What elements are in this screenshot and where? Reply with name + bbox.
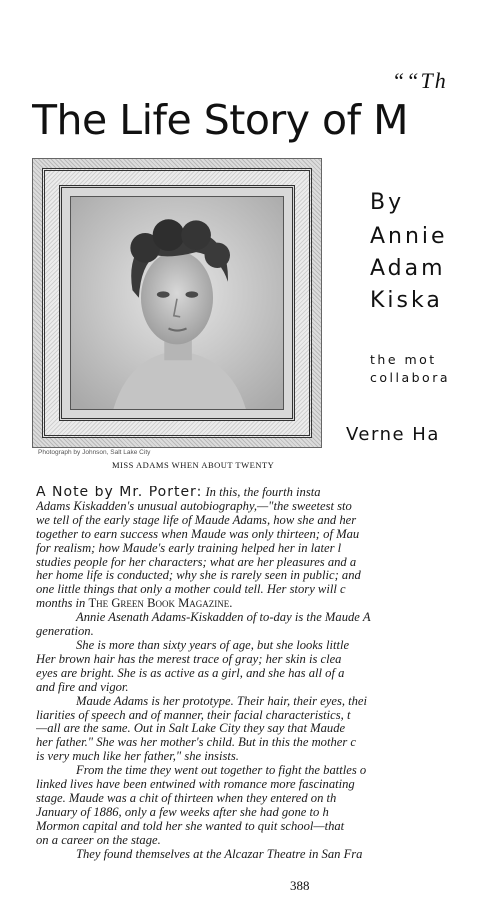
note-line: studies people for her characters; what are her pleasures and a: [36, 555, 357, 569]
note-line: we tell of the early stage life of Maude Adams, how she and her: [36, 513, 357, 527]
article-body: [36, 486, 493, 861]
paragraph-line: January of 1886, only a few weeks after she had gone to h: [36, 805, 329, 819]
note-line: Adams Kiskadden's unusual autobiography,—"the sweetest sto: [36, 499, 352, 513]
paragraph-line: Her brown hair has the merest trace of gray; her skin is clea: [36, 652, 342, 666]
paragraph-line: Mormon capital and told her she wanted to quit school—that: [36, 819, 345, 833]
page-number: 388: [290, 878, 310, 893]
author-name-line-2: Adam: [370, 256, 446, 281]
photo-caption: MISS ADAMS WHEN ABOUT TWENTY: [112, 460, 275, 470]
note-line: months in The Green Book Magazine.: [36, 597, 233, 611]
byline-sub-line-2: collabora: [370, 370, 451, 385]
paragraph-line: She is more than sixty years of age, but she looks little: [76, 638, 350, 652]
paragraph-line: is very much like her father," she insists.: [36, 750, 239, 764]
paragraph-line: Maude Adams is her prototype. Their hair, their eyes, thei: [76, 694, 368, 708]
magazine-name: The Green Book Magazine.: [88, 597, 233, 611]
photo-frame-inner: [42, 168, 312, 438]
paragraph-line: and fire and vigor.: [36, 680, 129, 694]
note-line: one little things that only a mother could tell. Her story will c: [36, 583, 346, 597]
paragraph-line: —all are the same. Out in Salt Lake City they say that Maude: [36, 722, 346, 736]
paragraph-line: generation.: [36, 625, 94, 639]
byline-sub-line-1: the mot: [370, 352, 437, 367]
paragraph-line: From the time they went out together to fight the battles o: [76, 764, 367, 778]
author-name-line-1: Annie: [370, 224, 448, 249]
page-title: The Life Story of M: [32, 96, 408, 144]
title-quote-fragment: ““Th: [392, 68, 448, 93]
author-name-line-3: Kiska: [370, 288, 443, 313]
paragraph-line: They found themselves at the Alcazar Theatre in San Fra: [76, 847, 363, 861]
photo-credit: Photograph by Johnson, Salt Lake City: [38, 449, 151, 456]
note-line: for realism; how Maude's early training helped her in later l: [36, 541, 342, 555]
collaborator-name: Verne Ha: [346, 424, 440, 445]
paragraph-line: liarities of speech and of manner, their facial characteristics, t: [36, 708, 351, 722]
paragraph-line: her father." She was her mother's child. But in this the mother c: [36, 736, 356, 750]
portrait-photo: [70, 196, 284, 410]
note-heading: A Note by Mr. Porter:: [36, 486, 203, 500]
paragraph-line: linked lives have been entwined with romance more fascinating: [36, 778, 355, 792]
paragraph-line: eyes are bright. She is as active as a girl, and she has all of a: [36, 666, 345, 680]
photo-frame-border: [59, 185, 295, 421]
byline-by: By: [370, 190, 405, 215]
paragraph-line: stage. Maude was a chit of thirteen when they entered on th: [36, 791, 337, 805]
paragraph-line: on a career on the stage.: [36, 833, 161, 847]
portrait-illustration: [71, 197, 283, 409]
note-line: together to earn success when Maude was only thirteen; of Mau: [36, 527, 360, 541]
photo-frame: [32, 158, 322, 448]
note-line: her home life is conducted; why she is rarely seen in public; and: [36, 569, 361, 583]
note-line: A Note by Mr. Porter: In this, the fourth insta: [36, 486, 321, 500]
paragraph-line: Annie Asenath Adams-Kiskadden of to-day is the Maude A: [76, 611, 371, 625]
